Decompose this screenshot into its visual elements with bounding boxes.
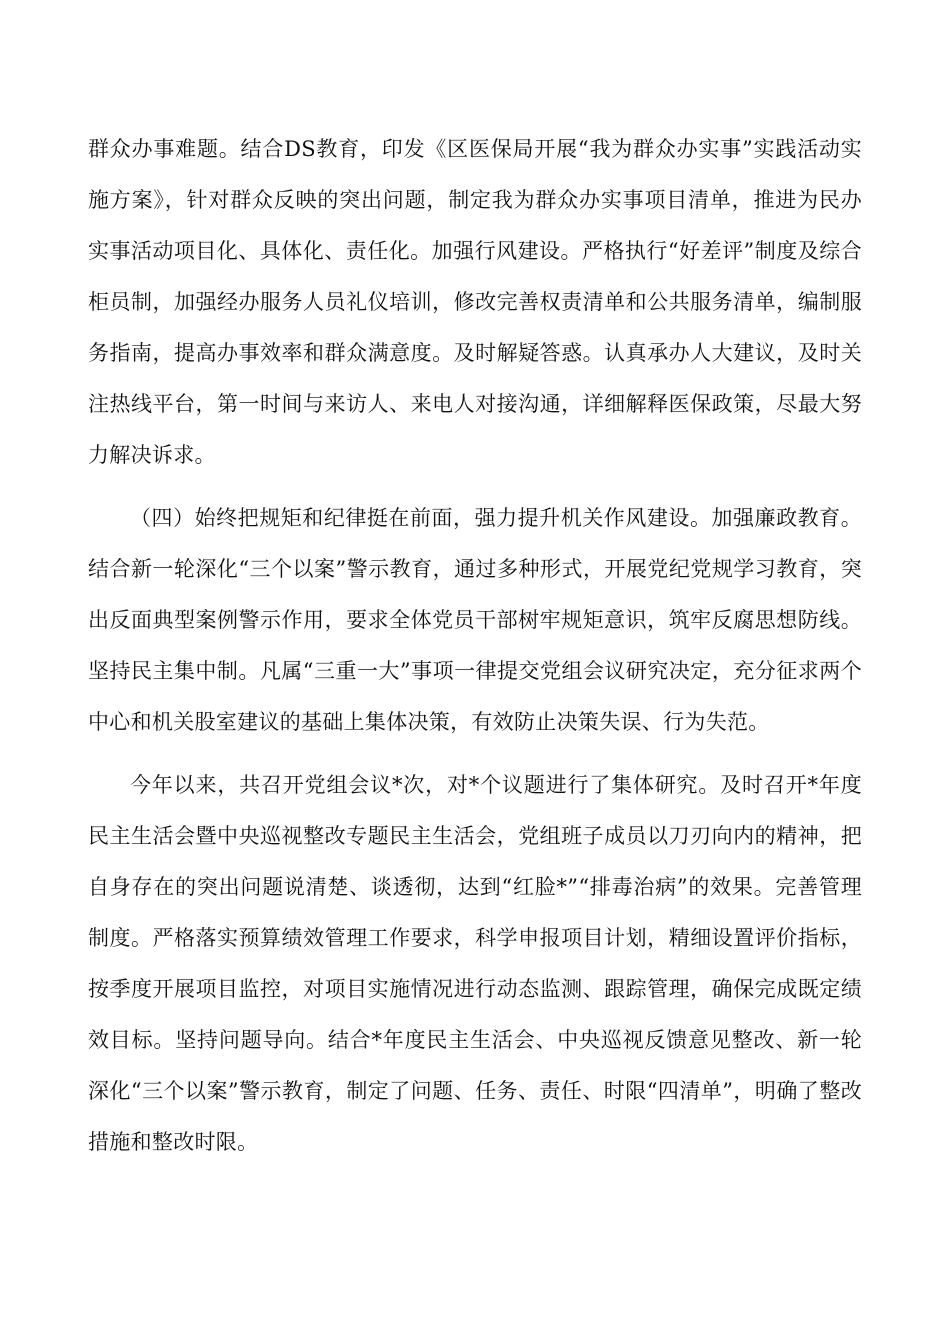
paragraph-this-year: 今年以来，共召开党组会议*次，对*个议题进行了集体研究。及时召开*年度民主生活会暨中央巡视整改专题民主生活会，党组班子成员以刀刃向内的精神，把自身存在的突出问题说清楚、谈透彻，达到“红脸*”“排毒治病”的效果。完善管理制度。严格落实预算绩效管理工作要求，科学申报项目计划，精细设置评价指标，按季度开展项目监控，对项目实施情况进行动态监测、跟踪管理，确保完成既定绩效目标。坚持问题导向。结合*年度民主生活会、中央巡视反馈意见整改、新一轮深化“三个以案”警示教育，制定了问题、任务、责任、时限“四清单”，明确了整改措施和整改时限。	[88, 773, 862, 1154]
paragraph-section-four: （四）始终把规矩和纪律挺在前面，强力提升机关作风建设。加强廉政教育。结合新一轮深化“三个以案”警示教育，通过多种形式，开展党纪党规学习教育，突出反面典型案例警示作用，要求全体党员干部树牢规矩意识，筑牢反腐思想防线。坚持民主集中制。凡属“三重一大”事项一律提交党组会议研究决定，充分征求两个中心和机关股室建议的基础上集体决策，有效防止决策失误、行为失范。	[88, 506, 862, 734]
document-page	[88, 0, 862, 1168]
paragraph-continued: 群众办事难题。结合DS教育，印发《区医保局开展“我为群众办实事”实践活动实施方案》，针对群众反映的突出问题，制定我为群众办实事项目清单，推进为民办实事活动项目化、具体化、责任化。加强行风建设。严格执行“好差评”制度及综合柜员制，加强经办服务人员礼仪培训，修改完善权责清单和公共服务清单，编制服务指南，提高办事效率和群众满意度。及时解疑答惑。认真承办人大建议，及时关注热线平台，第一时间与来访人、来电人对接沟通，详细解释医保政策，尽最大努力解决诉求。	[88, 137, 862, 467]
